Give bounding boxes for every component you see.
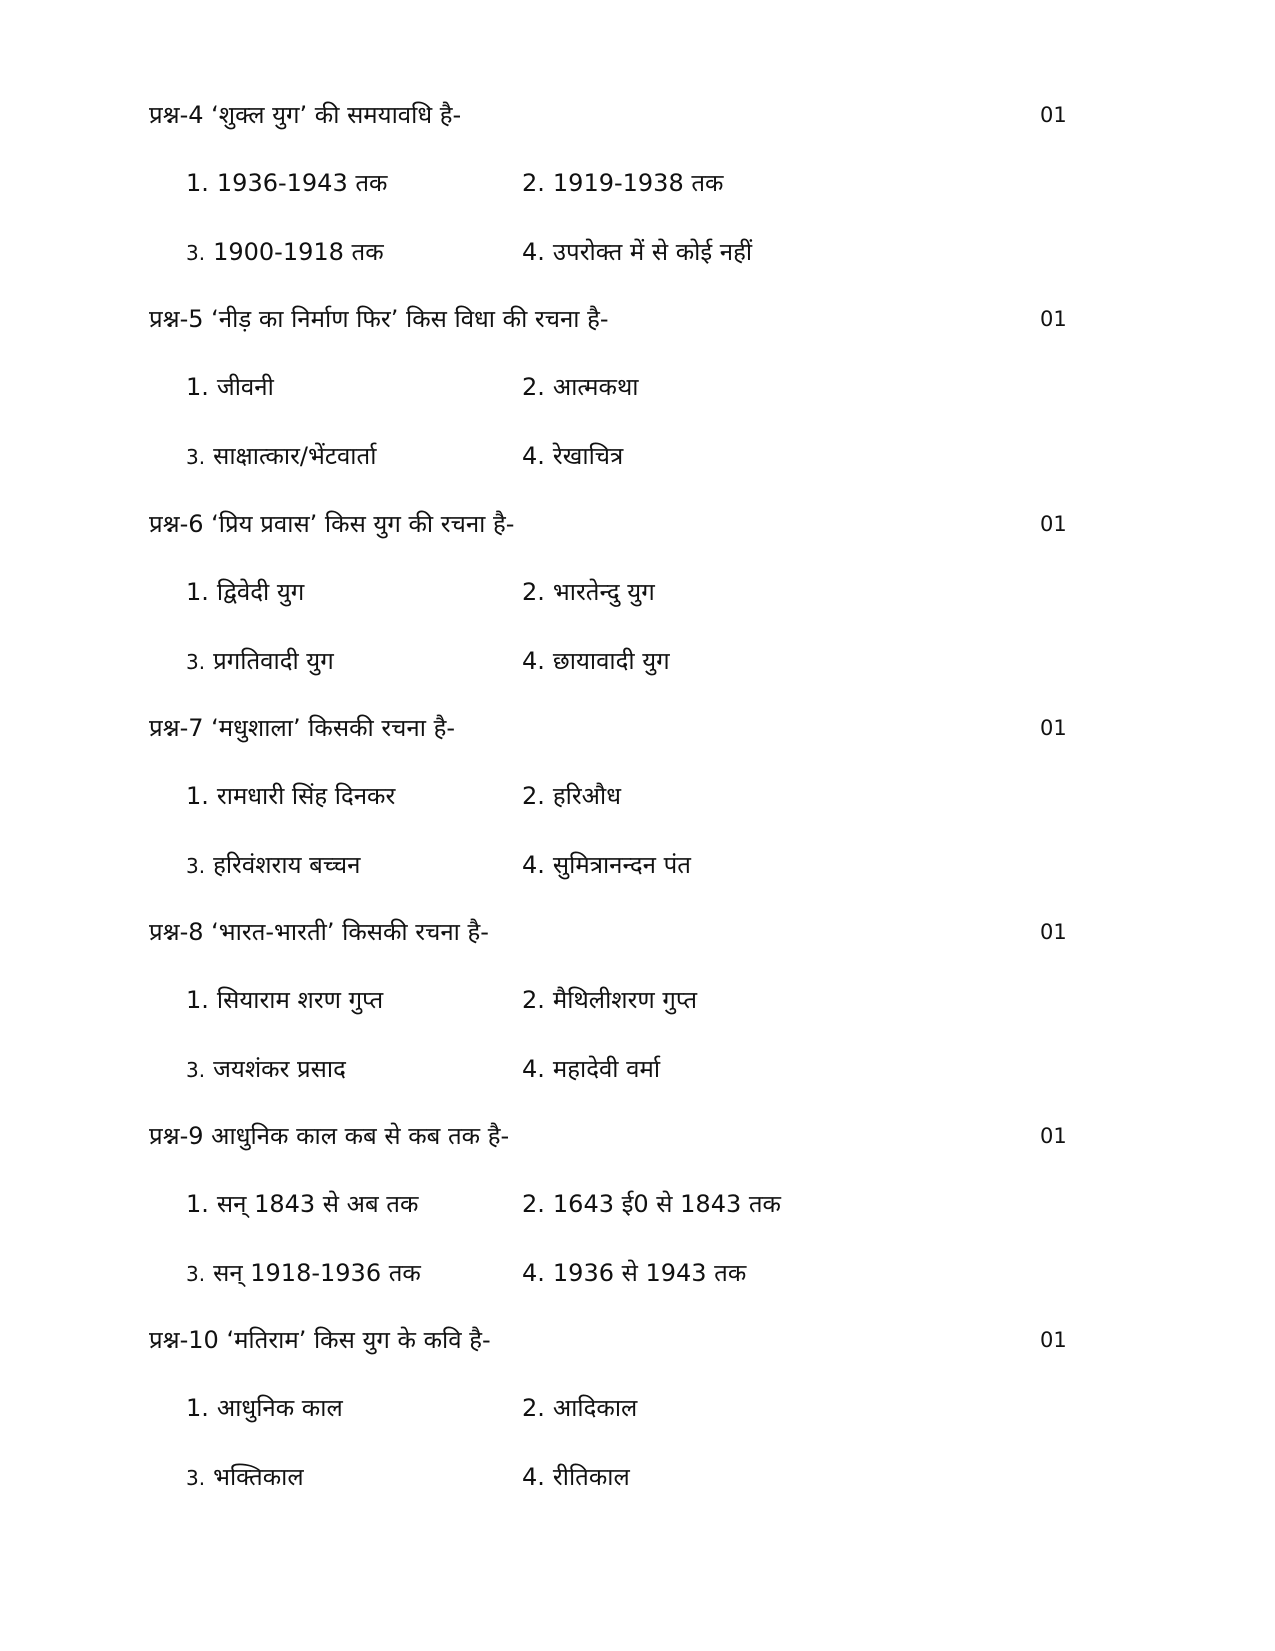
option-text: हरिऔध — [552, 782, 621, 810]
option-text: छायावादी युग — [552, 647, 670, 675]
question-marks: 01 — [1040, 1124, 1067, 1148]
option-number: 4. — [522, 442, 545, 470]
option-3 — [186, 232, 384, 272]
question-marks: 01 — [1040, 307, 1067, 331]
option-2 — [522, 1388, 637, 1428]
question-10 — [0, 1320, 1275, 1524]
option-text: आधुनिक काल — [216, 1394, 343, 1422]
option-number: 2. — [522, 373, 545, 401]
option-number: 1. — [186, 169, 209, 197]
option-text: सन् 1843 से अब तक — [216, 1190, 419, 1218]
option-text: रामधारी सिंह दिनकर — [216, 782, 396, 810]
option-1 — [186, 1388, 343, 1428]
option-number: 2. — [522, 986, 545, 1014]
option-4 — [522, 436, 623, 476]
option-2 — [522, 776, 621, 816]
option-text: 1936-1943 तक — [216, 169, 388, 197]
option-2 — [522, 367, 639, 407]
option-number: 4. — [522, 238, 545, 266]
question-text: प्रश्न-5 ‘नीड़ का निर्माण फिर’ किस विधा की रचना है- — [149, 305, 609, 333]
option-number: 2. — [522, 782, 545, 810]
option-4 — [522, 232, 752, 272]
option-4 — [522, 1457, 630, 1497]
option-text: आत्मकथा — [552, 373, 639, 401]
option-number: 3. — [186, 1058, 206, 1082]
question-marks: 01 — [1040, 103, 1067, 127]
option-text: 1900-1918 तक — [213, 238, 384, 266]
question-marks: 01 — [1040, 1328, 1067, 1352]
option-number: 2. — [522, 578, 545, 606]
option-number: 2. — [522, 1394, 545, 1422]
option-1 — [186, 980, 383, 1020]
option-number: 1. — [186, 986, 209, 1014]
option-text: भक्तिकाल — [213, 1463, 304, 1491]
option-text: 1936 से 1943 तक — [552, 1259, 747, 1287]
question-marks: 01 — [1040, 512, 1067, 536]
question-text: प्रश्न-9 आधुनिक काल कब से कब तक है- — [149, 1122, 510, 1150]
option-number: 4. — [522, 647, 545, 675]
question-6 — [0, 504, 1275, 708]
option-2 — [522, 163, 723, 203]
option-3 — [186, 1049, 346, 1089]
option-text: जीवनी — [216, 373, 274, 401]
option-number: 4. — [522, 1463, 545, 1491]
option-text: आदिकाल — [552, 1394, 638, 1422]
option-2 — [522, 1184, 781, 1224]
option-number: 2. — [522, 1190, 545, 1218]
option-text: उपरोक्त में से कोई नहीं — [552, 238, 753, 266]
option-text: भारतेन्दु युग — [552, 578, 655, 606]
question-text: प्रश्न-10 ‘मतिराम’ किस युग के कवि है- — [149, 1326, 491, 1354]
option-2 — [522, 980, 697, 1020]
option-text: सुमित्रानन्दन पंत — [552, 851, 691, 879]
option-4 — [522, 641, 670, 681]
question-8 — [0, 912, 1275, 1116]
option-text: सन् 1918-1936 तक — [213, 1259, 421, 1287]
question-9 — [0, 1116, 1275, 1320]
question-text: प्रश्न-7 ‘मधुशाला’ किसकी रचना है- — [149, 714, 455, 742]
option-text: हरिवंशराय बच्चन — [213, 851, 361, 879]
option-number: 3. — [186, 445, 206, 469]
question-7 — [0, 708, 1275, 912]
option-number: 3. — [186, 1466, 206, 1490]
question-text: प्रश्न-8 ‘भारत-भारती’ किसकी रचना है- — [149, 918, 489, 946]
option-3 — [186, 641, 334, 681]
option-number: 3. — [186, 241, 206, 265]
option-number: 1. — [186, 578, 209, 606]
option-1 — [186, 1184, 418, 1224]
option-number: 2. — [522, 169, 545, 197]
option-3 — [186, 1253, 421, 1293]
option-number: 3. — [186, 854, 206, 878]
option-number: 1. — [186, 782, 209, 810]
option-number: 4. — [522, 851, 545, 879]
option-1 — [186, 572, 304, 612]
option-text: प्रगतिवादी युग — [213, 647, 334, 675]
option-number: 1. — [186, 1394, 209, 1422]
option-1 — [186, 367, 274, 407]
question-4 — [0, 95, 1275, 299]
option-1 — [186, 776, 395, 816]
option-text: मैथिलीशरण गुप्त — [552, 986, 697, 1014]
option-text: रीतिकाल — [552, 1463, 630, 1491]
option-number: 3. — [186, 650, 206, 674]
option-text: महादेवी वर्मा — [552, 1055, 661, 1083]
option-text: 1919-1938 तक — [552, 169, 724, 197]
question-marks: 01 — [1040, 920, 1067, 944]
option-number: 1. — [186, 373, 209, 401]
option-2 — [522, 572, 655, 612]
option-number: 3. — [186, 1262, 206, 1286]
option-text: जयशंकर प्रसाद — [213, 1055, 346, 1083]
option-4 — [522, 1049, 660, 1089]
option-number: 4. — [522, 1259, 545, 1287]
option-number: 4. — [522, 1055, 545, 1083]
option-4 — [522, 1253, 746, 1293]
question-text: प्रश्न-6 ‘प्रिय प्रवास’ किस युग की रचना है- — [149, 510, 515, 538]
option-1 — [186, 163, 387, 203]
option-number: 1. — [186, 1190, 209, 1218]
option-text: सियाराम शरण गुप्त — [216, 986, 384, 1014]
question-text: प्रश्न-4 ‘शुक्ल युग’ की समयावधि है- — [149, 101, 462, 129]
option-4 — [522, 845, 691, 885]
option-text: रेखाचित्र — [552, 442, 624, 470]
option-text: द्विवेदी युग — [216, 578, 305, 606]
option-3 — [186, 1457, 304, 1497]
question-marks: 01 — [1040, 716, 1067, 740]
option-3 — [186, 436, 376, 476]
question-5 — [0, 299, 1275, 503]
option-3 — [186, 845, 360, 885]
option-text: 1643 ई0 से 1843 तक — [552, 1190, 781, 1218]
option-text: साक्षात्कार/भेंटवार्ता — [213, 442, 377, 470]
